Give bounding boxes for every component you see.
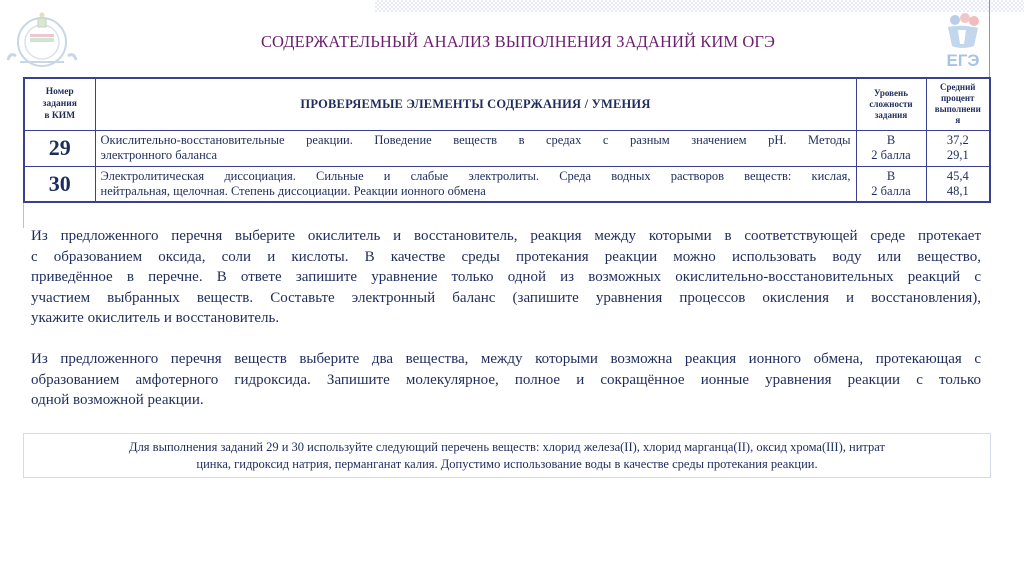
percent-cell <box>926 130 990 166</box>
text-line: Из предложенного перечня выберите окислитель и восстановитель, реакция между которыми в соответствующей среде протекает <box>31 228 981 244</box>
task-30-text <box>31 349 981 411</box>
cell-text-line: Электролитическая диссоциация. Сильные и слабые электролиты. Среда водных растворов веществ: кислая, <box>100 168 851 183</box>
points-value: 2 балла <box>871 148 911 162</box>
header-text: сложности <box>869 98 913 109</box>
task-number: 29 <box>24 130 95 166</box>
svg-text:ЕГЭ: ЕГЭ <box>946 51 980 70</box>
task-number: 30 <box>24 166 95 202</box>
header-task-number <box>24 78 95 130</box>
content-elements-cell <box>95 130 856 166</box>
table-header-row <box>24 78 990 130</box>
text-line: Из предложенного перечня веществ выберите два вещества, между которыми возможна реакция ионного обмена, протекающая с <box>31 351 981 367</box>
text-line: одной возможной реакции. <box>31 392 204 408</box>
percent-value: 37,2 <box>946 133 969 147</box>
header-text: задания <box>874 109 908 120</box>
header-average-percent <box>926 78 990 130</box>
header-difficulty-level <box>856 78 926 130</box>
difficulty-level: В <box>886 168 896 183</box>
header-text: Средний <box>940 82 976 93</box>
text-line: участием выбранных веществ. Составьте электронный баланс (запишите уравнения процессов окисления и восстановления), <box>31 289 981 306</box>
text-line: приведённое в перечне. В ответе запишите уравнение только одной из возможных окислительно-восстановительных реакций с <box>31 269 981 285</box>
difficulty-cell <box>856 166 926 202</box>
points-value: 2 балла <box>871 183 911 198</box>
decorative-pattern-strip <box>375 0 1024 12</box>
substances-list-note <box>23 433 991 478</box>
task-29-text <box>31 226 981 329</box>
cell-text-line: Окислительно-восстановительные реакции. Поведение веществ в средах с разным значением pH. Методы <box>100 133 851 147</box>
note-text-line: Для выполнения заданий 29 и 30 используйте следующий перечень веществ: хлорид железа(II), хлорид марганца(II), оксид хрома(III), нитрат <box>129 440 885 454</box>
text-line: с образованием оксида, соли и кислоты. В качестве среды протекания реакции можно использовать воду или вещество, <box>31 248 981 265</box>
note-text-line: цинка, гидроксид натрия, перманганат калия. Допустимо использование воды в качестве среды протекания реакции. <box>196 457 818 471</box>
header-text: Уровень <box>874 87 908 98</box>
text-line: образованием амфотерного гидроксида. Запишите молекулярное, полное и сокращённое ионные уравнения реакции с только <box>31 371 981 388</box>
header-text: выполнени <box>934 104 981 115</box>
content-elements-cell <box>95 166 856 202</box>
percent-cell <box>926 166 990 202</box>
difficulty-cell <box>856 130 926 166</box>
header-text: я <box>955 115 961 126</box>
header-content-elements: ПРОВЕРЯЕМЫЕ ЭЛЕМЕНТЫ СОДЕРЖАНИЯ / УМЕНИЯ <box>95 78 856 130</box>
percent-value: 29,1 <box>946 148 969 162</box>
header-text: в КИМ <box>44 111 76 122</box>
table-row <box>24 166 990 202</box>
page-title: СОДЕРЖАТЕЛЬНЫЙ АНАЛИЗ ВЫПОЛНЕНИЯ ЗАДАНИЙ КИМ ОГЭ <box>260 32 776 51</box>
percent-value: 48,1 <box>946 183 969 198</box>
content-analysis-table <box>23 77 991 203</box>
table-row <box>24 130 990 166</box>
header-text: процент <box>941 93 975 104</box>
percent-value: 45,4 <box>946 168 969 183</box>
text-line: укажите окислитель и восстановитель. <box>31 310 280 326</box>
cell-text-line: электронного баланса <box>100 148 218 162</box>
header-text: задания <box>42 99 77 110</box>
difficulty-level: В <box>886 133 896 147</box>
header-text: Номер <box>45 87 74 98</box>
cell-text-line: нейтральная, щелочная. Степень диссоциации. Реакции ионного обмена <box>100 183 486 198</box>
